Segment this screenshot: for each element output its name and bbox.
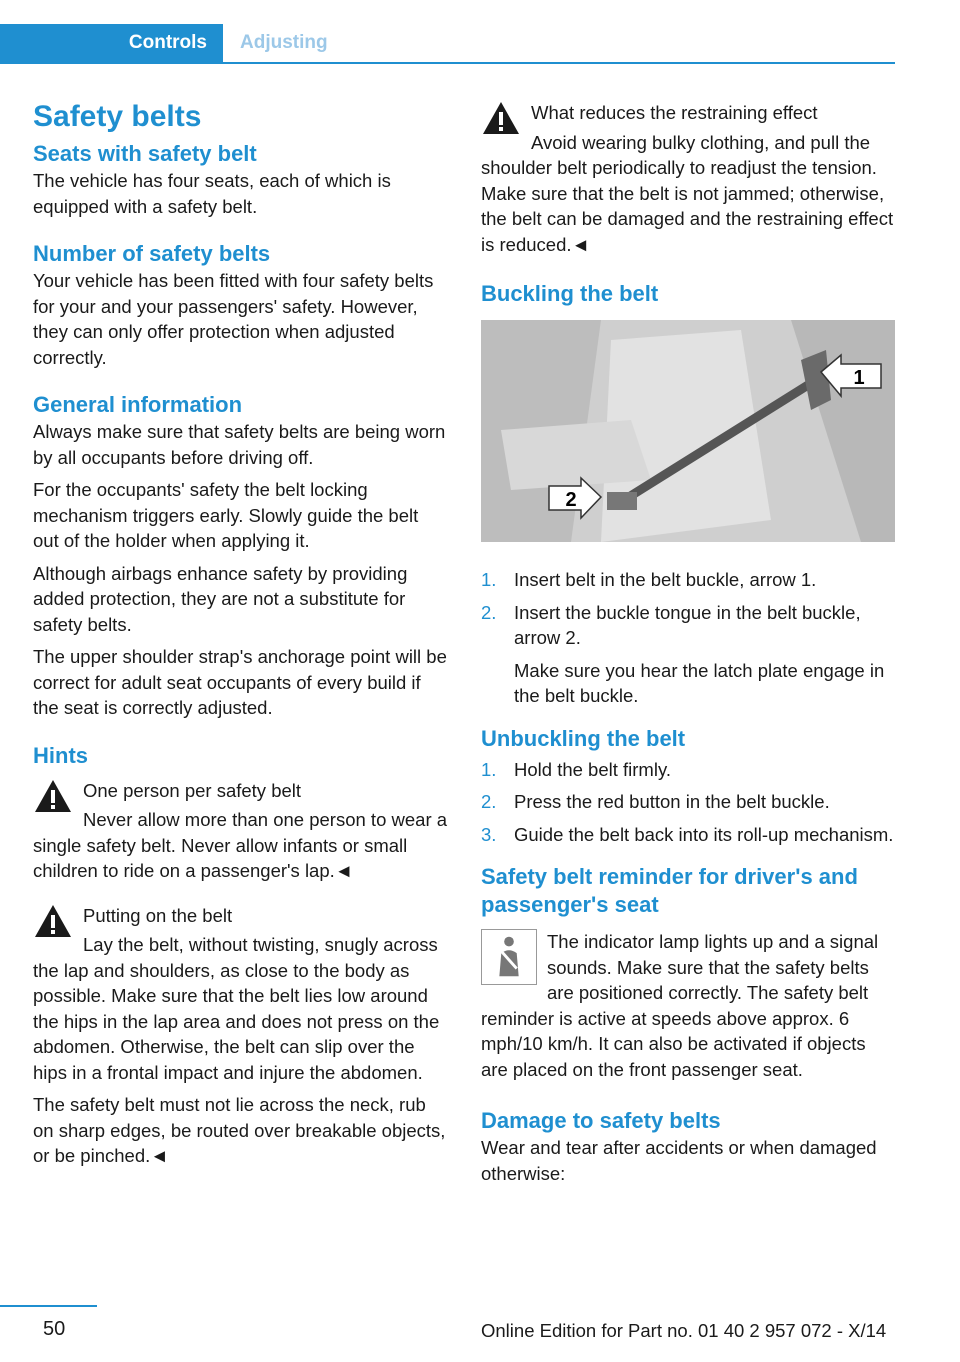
list-item: 2. Press the red button in the belt buckle. [481, 791, 830, 812]
reminder-text: The indicator lamp lights up and a signal sounds. Make sure that the safety belts are positioned correctly. The safety belt reminder is active at speeds above approx. 6 mph/10 km/h. It can also be activated if objects are placed on the front passenger seat. [481, 931, 879, 1080]
callout-2: 2 [565, 489, 577, 511]
warning-putting-on [33, 903, 448, 1169]
general-p1: Always make sure that safety belts are being worn by all occupants before driving off. [33, 421, 446, 468]
edition-text: Online Edition for Part no. 01 40 2 957 072 - X/14 [481, 1320, 887, 1341]
warning-title: One person per safety belt [83, 779, 302, 801]
header-tabs [0, 24, 895, 64]
warning-text-2: The safety belt must not lie across the neck, rub on sharp edges, be routed over breakable objects, or be pinched.◄ [33, 1094, 446, 1166]
reminder-block [481, 929, 896, 1082]
warning-text: Lay the belt, without twisting, snugly across the lap and shoulders, as close to the body as possible. Make sure that the belt lies low around the hips in the lap area and does not press on the abdomen. Otherwise, the belt can slip over the hips in a frontal impact and injure the abdomen. [33, 934, 440, 1083]
tab-controls[interactable]: Controls [0, 24, 223, 62]
warning-icon [481, 100, 521, 136]
general-p3: Although airbags enhance safety by providing added protection, they are not a substitute for safety belts. [33, 562, 408, 635]
callout-1: 1 [853, 367, 865, 389]
list-item: 1. Hold the belt firmly. [481, 758, 671, 780]
tab-adjusting[interactable]: Adjusting [240, 32, 328, 53]
general-p4: The upper shoulder strap's anchorage point will be correct for adult seat occupants of every build if the seat is correctly adjusted. [33, 646, 447, 718]
heading-seats: Seats with safety belt [33, 141, 257, 166]
warning-title: What reduces the restraining effect [531, 102, 818, 123]
general-p2: For the occupants' safety the belt locking mechanism triggers early. Slowly guide the belt out of the holder when applying it. [33, 479, 419, 551]
heading-reminder: Safety belt reminder for driver's and passenger's seat [481, 864, 858, 917]
seats-text: The vehicle has four seats, each of which is equipped with a safety belt. [33, 170, 391, 217]
list-item: 2. Insert the buckle tongue in the belt buckle, arrow 2. Make sure you hear the latch plate engage in the belt buckle. [481, 600, 896, 709]
right-column [481, 100, 896, 1193]
unbuckling-steps [481, 757, 896, 848]
heading-general: General information [33, 392, 243, 417]
warning-icon [33, 778, 73, 814]
list-item: 3. Guide the belt back into its roll-up mechanism. [481, 823, 894, 845]
heading-buckling: Buckling the belt [481, 281, 659, 306]
warning-icon [33, 903, 73, 939]
footer-rule [0, 1305, 97, 1307]
left-column [33, 100, 448, 1176]
warning-restraining [481, 100, 896, 257]
seatbelt-indicator-icon [481, 929, 537, 985]
warning-title: Putting on the belt [83, 904, 233, 926]
list-item: 1. Insert belt in the belt buckle, arrow 1. [481, 569, 817, 590]
damage-text: Wear and tear after accidents or when damaged otherwise: [481, 1137, 877, 1184]
warning-text: Avoid wearing bulky clothing, and pull the shoulder belt periodically to readjust the tension. Make sure that the belt is not jammed; otherwise, the belt can be damaged and the restraining effect is reduced.◄ [481, 131, 894, 255]
page-number: 50 [43, 1318, 66, 1340]
heading-unbuckling: Unbuckling the belt [481, 725, 686, 751]
step-note: Make sure you hear the latch plate engage in the belt buckle. [514, 659, 885, 706]
page-title: Safety belts [33, 100, 202, 133]
warning-one-person [33, 778, 448, 884]
heading-number: Number of safety belts [33, 241, 271, 266]
warning-text: Never allow more than one person to wear a single safety belt. Never allow infants or small children to ride on a passenger's lap.◄ [33, 809, 448, 881]
belt-buckling-illustration [481, 320, 895, 542]
heading-hints: Hints [33, 742, 88, 768]
heading-damage: Damage to safety belts [481, 1108, 721, 1133]
number-text: Your vehicle has been fitted with four safety belts for your and your passengers' safety. However, they can only offer protection when adjusted correctly. [33, 270, 434, 368]
buckling-steps [481, 567, 896, 709]
